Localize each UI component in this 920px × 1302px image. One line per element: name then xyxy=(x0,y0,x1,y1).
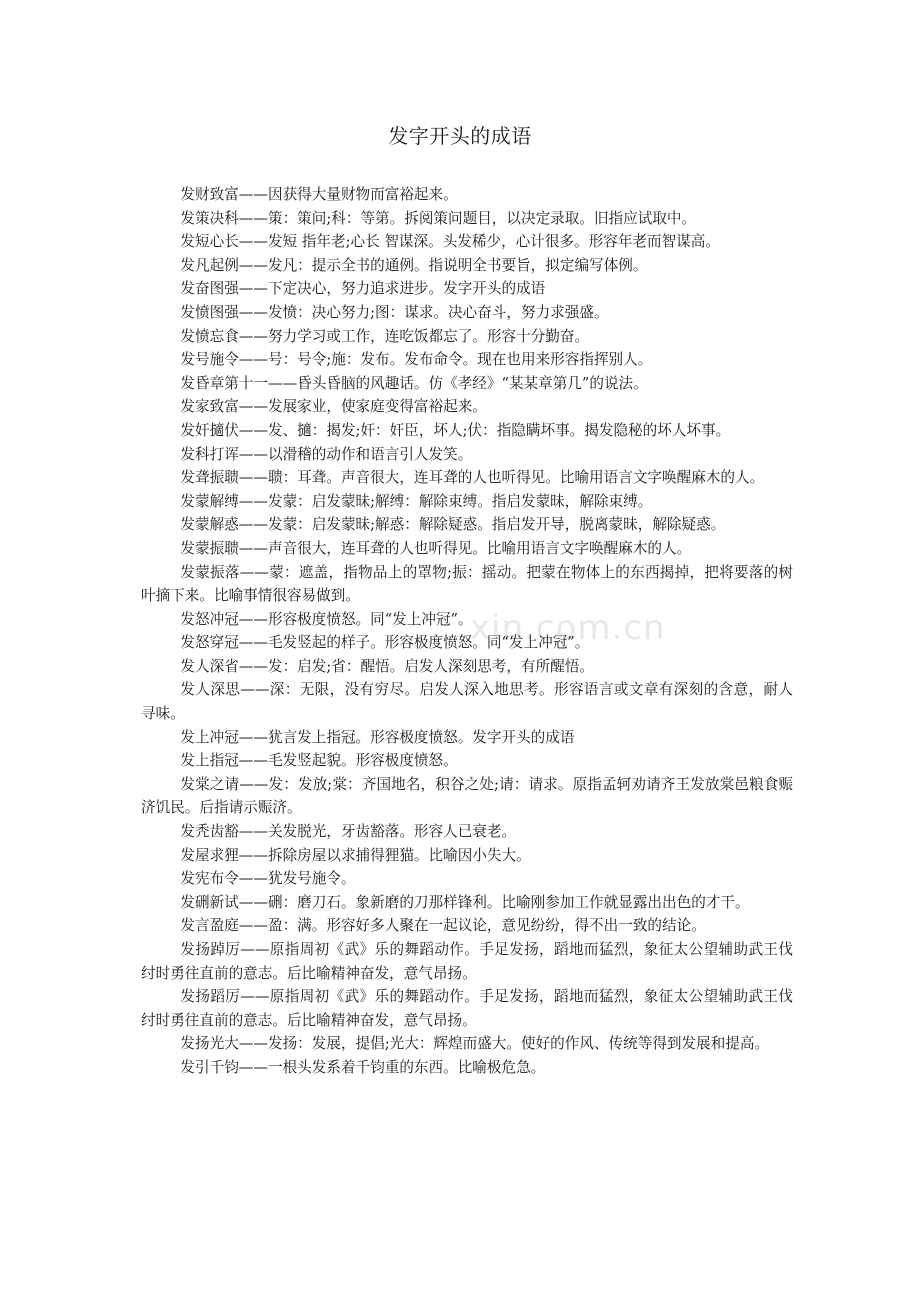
idiom-entry: 发上冲冠——犹言发上指冠。形容极度愤怒。发字开头的成语 xyxy=(180,728,575,746)
idiom-entry: 发怒穿冠——毛发竖起的样子。形容极度愤怒。同“发上冲冠”。 xyxy=(180,634,590,652)
idiom-entry: 发昏章第十一——昏头昏脑的风趣话。仿《孝经》“某某章第几”的说法。 xyxy=(180,374,648,392)
idiom-list xyxy=(141,183,793,1080)
watermark: xin.com.cn xyxy=(470,608,666,648)
idiom-entry: 发凡起例——发凡：提示全书的通例。指说明全书要旨，拟定编写体例。 xyxy=(180,256,648,274)
idiom-entry: 发号施令——号：号令;施：发布。发布命令。现在也用来形容指挥别人。 xyxy=(180,351,653,369)
idiom-entry: 发财致富——因获得大量财物而富裕起来。 xyxy=(180,186,458,203)
idiom-entry: 发秃齿豁——关发脱光，牙齿豁落。形容人已衰老。 xyxy=(180,823,517,841)
idiom-entry: 发上指冠——毛发竖起貌。形容极度愤怒。 xyxy=(180,752,458,770)
idiom-entry: 发棠之请——发：发放;棠：齐国地名，积谷之处;请：请求。原指孟轲劝请齐王发放棠邑粮食赈济饥民。后指请示赈济。 xyxy=(141,775,793,817)
idiom-entry: 发奋图强——下定决心，努力追求进步。发字开头的成语 xyxy=(180,280,546,298)
idiom-entry: 发人深省——发：启发;省：醒悟。启发人深刻思考，有所醒悟。 xyxy=(180,657,594,675)
idiom-entry: 发策决科——策：策问;科：等第。拆阅策问题目，以决定录取。旧指应试取中。 xyxy=(180,209,697,227)
idiom-entry: 发家致富——发展家业，使家庭变得富裕起来。 xyxy=(180,398,487,416)
idiom-entry: 发蒙解惑——发蒙：启发蒙昧;解惑：解除疑惑。指启发开导，脱离蒙昧，解除疑惑。 xyxy=(180,516,726,534)
idiom-entry: 发短心长——发短 指年老;心长 智谋深。头发稀少，心计很多。形容年老而智谋高。 xyxy=(180,233,720,251)
idiom-entry: 发扬踔厉——原指周初《武》乐的舞蹈动作。手足发扬，蹈地而猛烈，象征太公望辅助武王伐纣时勇往直前的意志。后比喻精神奋发，意气昂扬。 xyxy=(141,941,793,982)
idiom-entry: 发引千钧——一根头发系着千钧重的东西。比喻极危急。 xyxy=(180,1058,546,1076)
idiom-entry: 发蒙振聩——声音很大，连耳聋的人也听得见。比喻用语言文字唤醒麻木的人。 xyxy=(180,539,692,557)
idiom-entry: 发怒冲冠——形容极度愤怒。同“发上冲冠”。 xyxy=(180,610,473,628)
idiom-entry: 发屋求狸——拆除房屋以求捕得狸猫。比喻因小失大。 xyxy=(180,846,531,864)
idiom-entry: 发蒙解缚——发蒙：启发蒙昧;解缚：解除束缚。指启发蒙昧，解除束缚。 xyxy=(180,492,653,510)
idiom-entry: 发蒙振落——蒙：遮盖，指物品上的罩物;振：摇动。把蒙在物体上的东西揭掉，把将要落的树叶摘下来。比喻事情很容易做到。 xyxy=(141,563,793,605)
idiom-entry: 发人深思——深：无限，没有穷尽。启发人深入地思考。形容语言或文章有深刻的含意，耐人寻味。 xyxy=(141,681,793,723)
idiom-entry: 发奸擿伏——发、擿：揭发;奸：奸臣，坏人;伏：指隐瞒坏事。揭发隐秘的坏人坏事。 xyxy=(180,421,731,439)
idiom-entry: 发言盈庭——盈：满。形容好多人聚在一起议论，意见纷纷，得不出一致的结论。 xyxy=(180,917,706,935)
idiom-entry: 发扬蹈厉——原指周初《武》乐的舞蹈动作。手足发扬，蹈地而猛烈，象征太公望辅助武王伐纣时勇往直前的意志。后比喻精神奋发，意气昂扬。 xyxy=(141,988,793,1029)
idiom-entry: 发扬光大——发扬：发展，提倡;光大：辉煌而盛大。使好的作风、传统等得到发展和提高。 xyxy=(180,1035,770,1053)
page-title: 发字开头的成语 xyxy=(388,124,532,148)
idiom-entry: 发聋振聩——聩：耳聋。声音很大，连耳聋的人也听得见。比喻用语言文字唤醒麻木的人。 xyxy=(180,469,765,487)
idiom-entry: 发愤图强——发愤：决心努力;图：谋求。决心奋斗，努力求强盛。 xyxy=(180,303,609,321)
idiom-entry: 发硎新试——硎：磨刀石。象新磨的刀那样锋利。比喻刚参加工作就显露出出色的才干。 xyxy=(180,893,750,911)
idiom-entry: 发宪布令——犹发号施令。 xyxy=(180,870,356,888)
idiom-entry: 发科打诨——以滑稽的动作和语言引人发笑。 xyxy=(180,445,473,463)
idiom-entry: 发愤忘食——努力学习或工作，连吃饭都忘了。形容十分勤奋。 xyxy=(180,327,590,345)
